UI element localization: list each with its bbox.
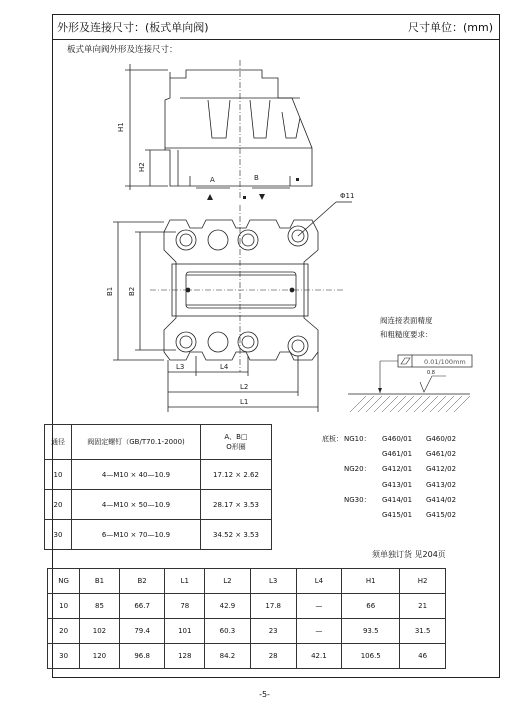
cell: 128	[165, 644, 205, 669]
subplate-code: G460/02	[426, 435, 457, 443]
cell: 42.1	[296, 644, 342, 669]
table-row	[45, 460, 272, 490]
unit-label: 尺寸单位：(mm)	[407, 21, 493, 34]
header-cell: B2	[119, 569, 165, 594]
surface-note	[380, 314, 433, 342]
header-cell: NG	[48, 569, 80, 594]
surface-spec	[348, 355, 472, 412]
subplate-code: G461/01	[382, 450, 413, 459]
label-h2: H2	[138, 162, 146, 172]
cell: 23	[250, 619, 296, 644]
cell: 42.9	[205, 594, 251, 619]
cell: 17.8	[250, 594, 296, 619]
header-cell: L1	[165, 569, 205, 594]
subplate-code: G461/02	[426, 450, 457, 459]
dimension-table	[47, 568, 446, 669]
cell: 79.4	[119, 619, 165, 644]
cell: 30	[48, 644, 80, 669]
cell: —	[296, 619, 342, 644]
header-cell: L4	[296, 569, 342, 594]
cell: 93.5	[342, 619, 400, 644]
cell: 96.8	[119, 644, 165, 669]
ng10-label: NG10：	[344, 435, 371, 443]
cell: 46	[400, 644, 446, 669]
cell: 78	[165, 594, 205, 619]
label-l4: L4	[220, 363, 229, 371]
table-header-row	[48, 569, 446, 594]
cell: 120	[80, 644, 120, 669]
cell: 30	[45, 520, 72, 550]
cell: 21	[400, 594, 446, 619]
roughness-value: 0.8	[427, 370, 435, 376]
side-view	[165, 70, 312, 186]
cell: 6—M10 × 70—10.9	[72, 520, 201, 550]
header-cell: L3	[250, 569, 296, 594]
ng30-label: NG30：	[344, 495, 371, 504]
cell: 28.17 × 3.53	[201, 490, 272, 520]
subplate-label: 底板：	[322, 435, 343, 443]
cell: —	[296, 594, 342, 619]
subplate-code: G414/01	[382, 495, 413, 504]
cell: 85	[80, 594, 120, 619]
cell: 4—M10 × 40—10.9	[72, 460, 201, 490]
cell: 60.3	[205, 619, 251, 644]
header-cell: L2	[205, 569, 251, 594]
cell: 66.7	[119, 594, 165, 619]
table-header-row	[45, 425, 272, 460]
table-row	[45, 520, 272, 550]
cell: 34.52 × 3.53	[201, 520, 272, 550]
surface-note-line1: 阀连接表面精度	[380, 316, 433, 325]
label-phi11: Φ11	[340, 192, 355, 200]
cell: 28	[250, 644, 296, 669]
special-order-note: 须单独订货 见204页	[372, 550, 446, 559]
header-oring: A、B□ O形圈	[201, 425, 272, 460]
cell: 31.5	[400, 619, 446, 644]
page-number: -5-	[259, 690, 270, 699]
cell: 4—M10 × 50—10.9	[72, 490, 201, 520]
subplate-code: G412/02	[426, 465, 457, 474]
label-l2: L2	[240, 383, 249, 391]
subplate-code: G460/01	[382, 435, 413, 443]
header-cell: H1	[342, 569, 400, 594]
label-l3: L3	[176, 363, 185, 371]
subplate-code: G413/02	[426, 480, 457, 489]
header-screw: 阀固定螺钉（GB/T70.1-2000)	[72, 425, 201, 460]
cell: 101	[165, 619, 205, 644]
cell: 106.5	[342, 644, 400, 669]
surface-note-line2: 和粗糙度要求：	[380, 330, 433, 339]
header-cell: B1	[80, 569, 120, 594]
cell: 10	[45, 460, 72, 490]
subplate-code: G412/01	[382, 465, 413, 474]
label-a: A	[210, 176, 215, 184]
drawing-subtitle: 板式单向阀外形及连接尺寸：	[67, 45, 178, 55]
subplate-code: G413/01	[382, 480, 413, 489]
label-h1: H1	[117, 122, 125, 132]
subplate-code: G414/02	[426, 495, 457, 504]
label-l1: L1	[240, 398, 249, 406]
table-row	[48, 644, 446, 669]
cell: 20	[45, 490, 72, 520]
subplate-code: G415/02	[426, 510, 457, 519]
bolt-table	[44, 424, 272, 550]
cell: 20	[48, 619, 80, 644]
cell: 66	[342, 594, 400, 619]
page-title: 外形及连接尺寸：(板式单向阀)	[57, 21, 209, 34]
label-b1: B1	[106, 286, 114, 296]
table-row	[48, 619, 446, 644]
subplate-code: G415/01	[382, 510, 413, 519]
label-b2: B2	[128, 286, 136, 296]
ng20-label: NG20：	[344, 465, 371, 474]
cell: 10	[48, 594, 80, 619]
table-row	[48, 594, 446, 619]
cell: 102	[80, 619, 120, 644]
cell: 84.2	[205, 644, 251, 669]
header-bore: 通径	[45, 425, 72, 460]
cell: 17.12 × 2.62	[201, 460, 272, 490]
flatness-value: 0.01/100mm	[424, 358, 466, 366]
header-cell: H2	[400, 569, 446, 594]
label-b: B	[254, 174, 259, 182]
table-row	[45, 490, 272, 520]
